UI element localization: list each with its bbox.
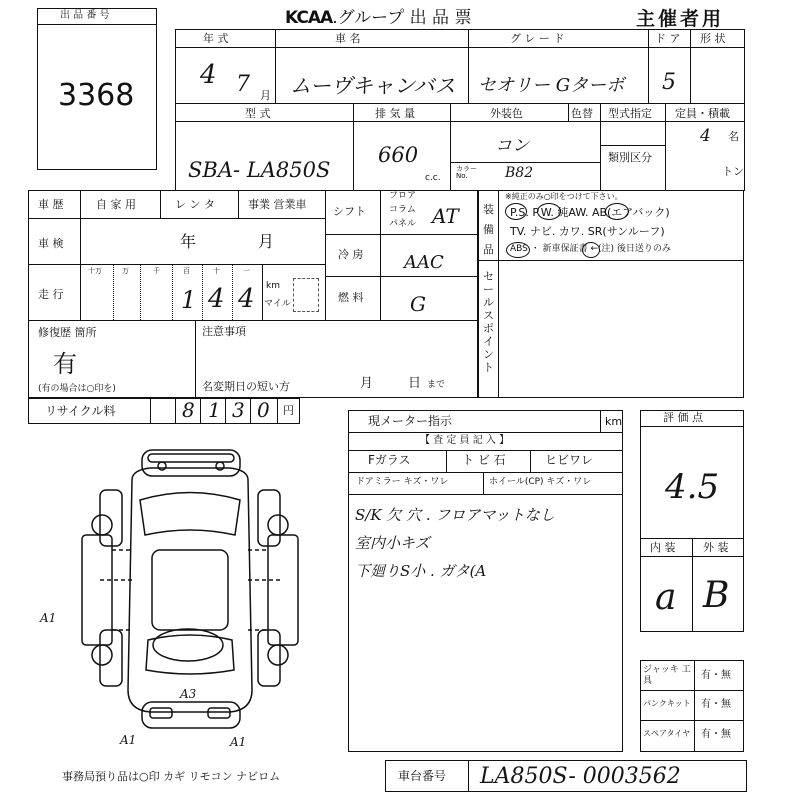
persons-unit: 名 bbox=[728, 130, 739, 143]
month-unit: 月 bbox=[260, 89, 271, 102]
grade-label: グ レ ー ド bbox=[510, 32, 565, 45]
recycle-digit-2: 1 bbox=[208, 398, 221, 422]
car-name-value: ムーヴキャンバス bbox=[290, 74, 456, 98]
tools-jack-value: 有・無 bbox=[701, 670, 731, 681]
digit-header-10: 十 bbox=[213, 267, 220, 275]
mileage-digit-100: 1 bbox=[181, 286, 197, 314]
equipment-block bbox=[478, 190, 744, 398]
inspection-year-unit: 年 bbox=[180, 232, 197, 251]
model-value: SBA- LA850S bbox=[188, 158, 331, 182]
category-label: 類別区分 bbox=[608, 151, 652, 164]
grade-value: セオリー Gターボ bbox=[478, 75, 625, 96]
interior-value: a bbox=[655, 577, 677, 618]
shift-column: コラム bbox=[389, 205, 416, 215]
color-no-label: カラー No. bbox=[456, 165, 477, 180]
recycle-digit-3: 3 bbox=[232, 398, 245, 422]
tools-spare-value: 有・無 bbox=[701, 729, 731, 740]
lot-number-label: 出 品 番 号 bbox=[60, 10, 110, 21]
damage-mark-rear: A3 bbox=[180, 687, 197, 701]
shift-floor: フロア bbox=[389, 191, 417, 201]
tools-puncture-label: パンクキット bbox=[643, 699, 691, 708]
org-title bbox=[285, 3, 471, 28]
color-change-label: 色替 bbox=[571, 107, 593, 120]
tools-spare-label: スペアタイヤ bbox=[643, 729, 691, 738]
history-rental: レ ン タ bbox=[175, 198, 215, 211]
crack-label: ヒビワレ bbox=[545, 453, 594, 467]
chip-label: ト ビ 石 bbox=[462, 453, 506, 467]
shift-panel: パネル bbox=[389, 219, 417, 229]
digit-header-100k: 十万 bbox=[88, 267, 102, 275]
meter-label: 現メーター指示 bbox=[368, 414, 453, 428]
circle-pw bbox=[537, 203, 561, 220]
color-no-value: B82 bbox=[505, 165, 534, 181]
equipment-note: ※純正のみ○印をつけて下さい。 bbox=[505, 192, 623, 201]
lot-number: 3368 bbox=[58, 78, 135, 113]
history-label: 車 歴 bbox=[38, 198, 64, 211]
doors-value: 5 bbox=[662, 70, 676, 95]
mirror-label: ドアミラー キズ・ワレ bbox=[356, 477, 449, 487]
doors-label: ド ア bbox=[655, 32, 681, 45]
notes-until: まで bbox=[427, 380, 446, 390]
history-private: 自 家 用 bbox=[96, 198, 136, 211]
score-value: 4.5 bbox=[665, 467, 720, 507]
repair-value: 有 bbox=[53, 350, 77, 378]
cc-unit: c.c. bbox=[425, 173, 441, 183]
digit-header-1k: 千 bbox=[153, 267, 160, 275]
model-label: 型 式 bbox=[245, 107, 271, 120]
office-items: 事務局預り品は○印 カギ リモコン ナビロム bbox=[62, 770, 281, 783]
equipment-line1: P.S. P.W. 純AW. AB(エアバック) bbox=[510, 206, 670, 219]
notes-label: 注意事項 bbox=[202, 325, 246, 338]
circle-warranty bbox=[582, 242, 600, 258]
inspection-label: 車 検 bbox=[38, 237, 64, 250]
glass-label: Fガラス bbox=[368, 453, 411, 467]
year-label: 年 式 bbox=[203, 32, 229, 45]
comment-1: S/K 欠 穴 . フロアマットなし bbox=[355, 506, 555, 524]
notes-month: 月 bbox=[360, 376, 374, 391]
circle-ps bbox=[505, 203, 527, 220]
equipment-side-label: 装 備 品 bbox=[483, 203, 494, 256]
sales-point-label: セールスポイント bbox=[483, 270, 494, 374]
notes-expiry: 名変期日の短い方 bbox=[202, 380, 290, 393]
shift-value: AT bbox=[432, 204, 459, 228]
digit-header-100: 百 bbox=[183, 267, 190, 275]
tools-jack-label: ジャッキ 工 具 bbox=[643, 665, 691, 686]
circle-abs bbox=[506, 242, 530, 258]
exterior-value: B bbox=[703, 575, 730, 616]
meter-unit: km bbox=[605, 415, 623, 428]
circle-ab bbox=[605, 203, 629, 220]
inspector-title: 【 査 定 員 記 入 】 bbox=[420, 435, 510, 446]
score-label: 評 価 点 bbox=[663, 411, 703, 424]
displacement-label: 排 気 量 bbox=[375, 107, 415, 120]
mileage-digit-10: 4 bbox=[208, 284, 225, 314]
capacity-label: 定員・積載 bbox=[675, 107, 730, 120]
ext-color-value: コン bbox=[495, 136, 529, 156]
recycle-label: リサイクル料 bbox=[45, 404, 116, 418]
organizer-label: 主催者用 bbox=[636, 8, 725, 30]
mileage-label: 走 行 bbox=[38, 288, 64, 301]
shape-label: 形 状 bbox=[700, 32, 726, 45]
name-label: 車 名 bbox=[335, 32, 361, 45]
shift-label: シフト bbox=[333, 205, 366, 218]
exterior-label: 外 装 bbox=[703, 541, 729, 554]
aircon-value: AAC bbox=[404, 252, 444, 273]
digit-header-1: 一 bbox=[243, 267, 250, 275]
recycle-digit-1: 8 bbox=[182, 398, 195, 422]
history-business: 事業 営業車 bbox=[248, 198, 307, 211]
month-value: 7 bbox=[236, 72, 250, 97]
mileage-km-unit: km bbox=[266, 281, 280, 291]
org-brand: KCAA bbox=[285, 8, 333, 28]
aircon-label: 冷 房 bbox=[338, 248, 364, 261]
damage-mark-rear-right: A1 bbox=[230, 735, 247, 749]
equipment-line3: ABS ・ 新車保証書 ←(注) 後日送りのみ bbox=[510, 244, 671, 254]
notes-day: 日 bbox=[408, 376, 422, 391]
displacement-value: 660 bbox=[378, 143, 419, 167]
capacity-value: 4 bbox=[700, 126, 711, 146]
tons-unit: トン bbox=[722, 165, 744, 178]
damage-mark-left: A1 bbox=[40, 611, 57, 625]
inspection-month-unit: 月 bbox=[258, 232, 275, 251]
org-title-text: .グループ 出 品 票 bbox=[332, 8, 472, 28]
fuel-value: G bbox=[410, 292, 426, 316]
damage-mark-rear-left: A1 bbox=[120, 733, 137, 747]
comment-2: 室内小キズ bbox=[355, 534, 430, 552]
recycle-digit-4: 0 bbox=[257, 398, 270, 422]
wheel-label: ホイール(CP) キズ・ワレ bbox=[489, 477, 592, 487]
digit-header-10k: 万 bbox=[122, 267, 129, 275]
interior-label: 内 装 bbox=[650, 541, 676, 554]
year-value: 4 bbox=[200, 60, 217, 90]
chassis-number: LA850S- 0003562 bbox=[480, 764, 681, 789]
ext-color-label: 外装色 bbox=[490, 107, 523, 120]
repair-label: 修復歴 箇所 bbox=[38, 326, 97, 339]
comment-3: 下廻りS小 . ガタ(A bbox=[355, 562, 487, 580]
repair-note: (有の場合は○印を) bbox=[38, 384, 116, 394]
chassis-label: 車台番号 bbox=[398, 769, 447, 783]
model-designation-label: 型式指定 bbox=[608, 107, 652, 120]
mileage-digit-1: 4 bbox=[238, 284, 255, 314]
recycle-unit: 円 bbox=[283, 404, 294, 417]
mileage-mile-checkbox bbox=[293, 278, 319, 312]
mileage-mile-unit: マイル bbox=[264, 299, 291, 309]
tools-puncture-value: 有・無 bbox=[701, 699, 731, 710]
fuel-label: 燃 料 bbox=[338, 291, 364, 304]
equipment-line2: TV. ナビ. カワ. SR(サンルーフ) bbox=[510, 225, 665, 238]
